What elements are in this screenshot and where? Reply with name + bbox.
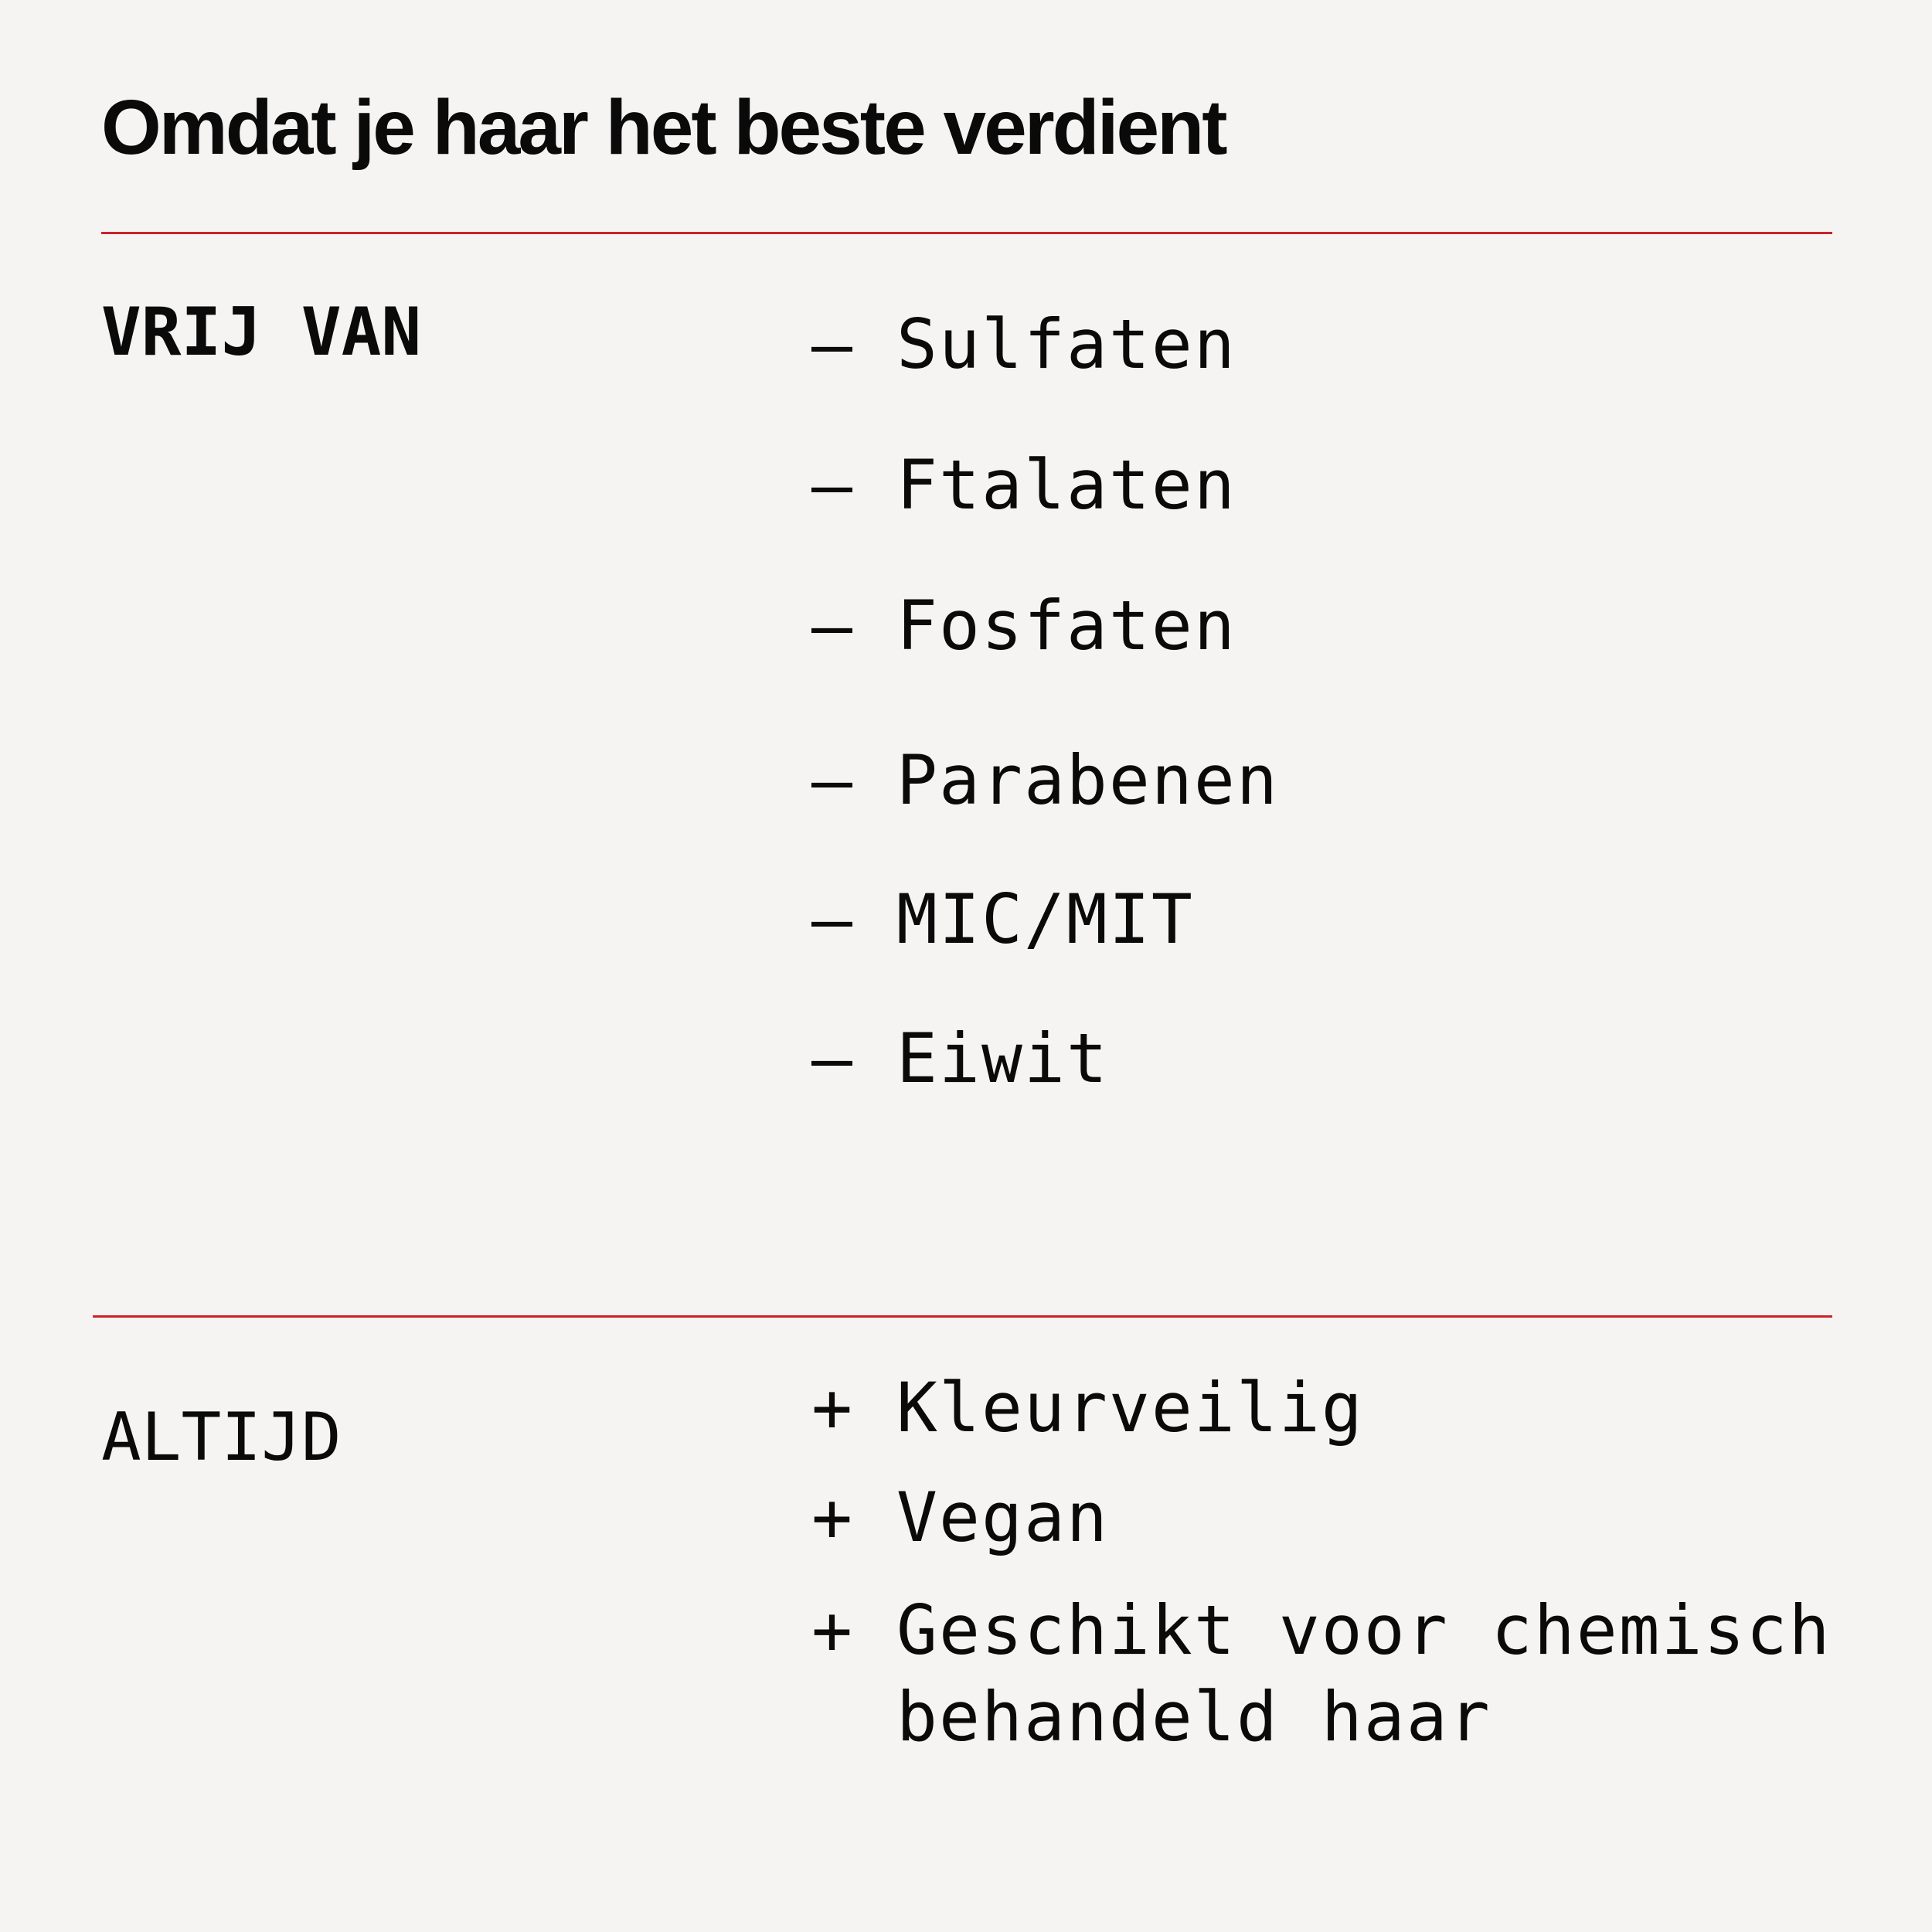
list-item-mic-mit (811, 876, 1194, 963)
page-title: Omdat je haar het beste verdient (101, 84, 1226, 171)
list-item-label: Parabenen (896, 740, 1279, 820)
dash-marker: — (811, 304, 852, 384)
list-item-label: Fosfaten (896, 586, 1236, 665)
section-label-altijd: ALTIJD (101, 1399, 342, 1476)
list-item-geschikt (811, 1587, 1832, 1674)
list-item-label: Vegan (896, 1478, 1109, 1557)
list-item-fosfaten (811, 583, 1236, 669)
dash-marker: — (811, 879, 852, 959)
dash-marker: — (811, 1019, 852, 1098)
list-item-label: Geschikt voor chemisch (896, 1590, 1832, 1670)
list-item-eiwit (811, 1015, 1109, 1102)
dash-marker: — (811, 586, 852, 665)
list-item-geschikt-continued (811, 1674, 1492, 1760)
divider-top (101, 232, 1832, 234)
plus-marker: + (811, 1368, 852, 1447)
list-item-parabenen (811, 737, 1279, 824)
list-item-ftalaten (811, 442, 1236, 529)
list-item-kleurveilig (811, 1365, 1364, 1451)
list-item-label: MIC/MIT (896, 879, 1194, 959)
dash-marker: — (811, 445, 852, 525)
list-item-label: Ftalaten (896, 445, 1236, 525)
list-item-label: Eiwit (896, 1019, 1109, 1098)
plus-marker: + (811, 1478, 852, 1557)
list-item-sulfaten (811, 301, 1236, 388)
list-item-label: behandeld haar (896, 1677, 1492, 1757)
list-item-label: Kleurveilig (896, 1368, 1364, 1447)
list-item-vegan (811, 1475, 1109, 1561)
list-item-label: Sulfaten (896, 304, 1236, 384)
plus-marker: + (811, 1590, 852, 1670)
divider-middle (93, 1315, 1832, 1318)
section-label-vrij-van: VRIJ VAN (101, 294, 422, 371)
dash-marker: — (811, 740, 852, 820)
